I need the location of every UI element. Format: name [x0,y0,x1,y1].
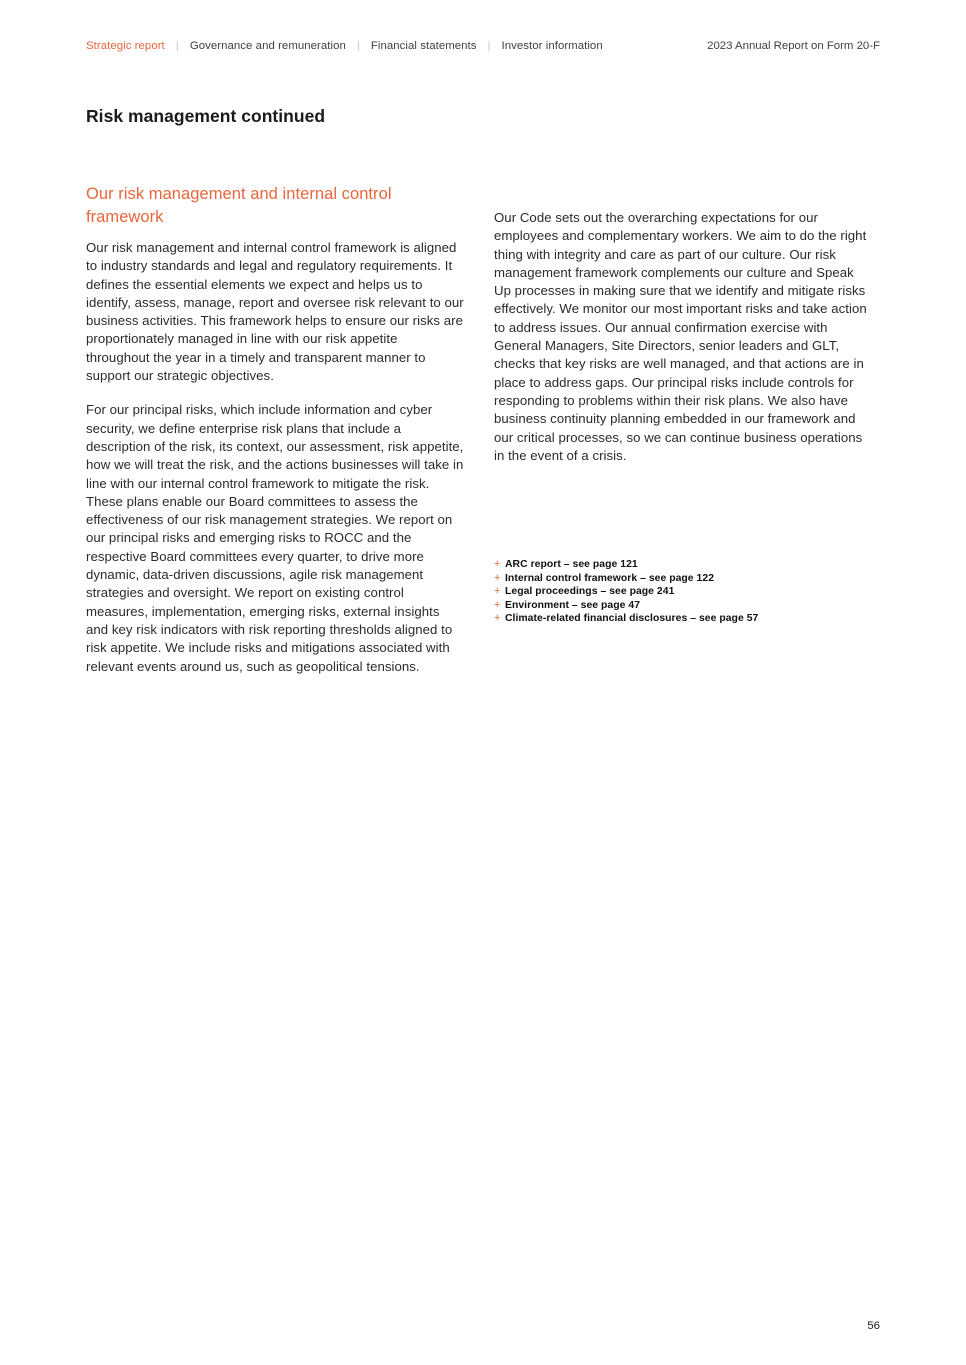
plus-icon: + [494,571,501,584]
cross-reference-label: Internal control framework – see page 122 [505,572,715,584]
cross-reference-label: Environment – see page 47 [505,599,641,611]
nav-separator: | [356,40,360,52]
cross-reference-item-legal-proceedings[interactable] [494,585,874,599]
nav-item-investor-information[interactable]: Investor information [501,40,603,52]
section-heading: Our risk management and internal control framework [86,185,392,226]
nav-item-strategic-report[interactable]: Strategic report [86,40,165,52]
nav-item-financial-statements[interactable]: Financial statements [370,40,477,52]
report-title-label: 2023 Annual Report on Form 20-F [707,40,880,52]
page-number: 56 [867,1320,880,1332]
cross-reference-label: ARC report – see page 121 [505,559,638,570]
page-header [86,40,880,60]
right-column [494,209,874,465]
plus-icon: + [494,558,501,570]
plus-icon: + [494,585,501,598]
cross-reference-label: Legal proceedings – see page 241 [505,586,675,598]
nav-separator: | [487,40,491,52]
left-column [86,183,464,676]
nav-item-governance-and-remuneration[interactable]: Governance and remuneration [189,40,346,52]
cross-reference-list [494,558,874,626]
cross-reference-item-environment[interactable] [494,599,874,613]
cross-reference-item-arc-report[interactable] [494,558,874,572]
left-paragraph-2: For our principal risks, which include information and cyber security, we define enterprise risk plans that include a description of the risk, its context, our assessment, risk appetite, how we will treat the risk, and the actions businesses will take in line with our internal control framework to mitigate the risk. These plans enable our Board committees to assess the effectiveness of our risk management strategies. We report on our principal risks and emerging risks to ROCC and the respective Board committees every quarter, to drive more dynamic, data-driven discussions, agile risk management strategies and oversight. We report on existing control measures, implementation, emerging risks, external insights and key risk indicators with risk reporting thresholds aligned to risk appetite. We include risks and mitigations associated with relevant events around us, such as geopolitical tensions. [86,402,464,674]
section-nav [86,40,603,52]
cross-reference-label: Climate-related financial disclosures – see page 57 [505,613,759,625]
nav-separator: | [175,40,179,52]
right-paragraph-1: Our Code sets out the overarching expectations for our employees and complementary workers. We aim to do the right thing with integrity and care as part of our culture. Our risk management framework complements our culture and Speak Up processes in making sure that we identify and mitigate risks effectively. We monitor our most important risks and take action to address issues. Our annual confirmation exercise with General Managers, Site Directors, senior leaders and GLT, checks that key risks are well managed, and that actions are in place to address gaps. Our principal risks include controls for responding to problems within their risk plans. We also have business continuity planning embedded in our framework and our critical processes, so we can continue business operations in the event of a crisis. [494,210,867,463]
page-title: Risk management continued [86,106,326,126]
plus-icon: + [494,612,501,625]
plus-icon: + [494,598,501,611]
cross-reference-item-internal-control-framework[interactable] [494,572,874,586]
left-paragraph-1: Our risk management and internal control framework is aligned to industry standards and legal and regulatory requirements. It defines the essential elements we expect and helps us to identify, assess, manage, report and oversee risk relevant to our business activities. This framework helps to ensure our risks are proportionately managed in line with our risk appetite throughout the year in a timely and transparent manner to support our strategic objectives. [86,240,464,384]
cross-reference-item-climate-related-financial-disclosures[interactable] [494,612,874,626]
